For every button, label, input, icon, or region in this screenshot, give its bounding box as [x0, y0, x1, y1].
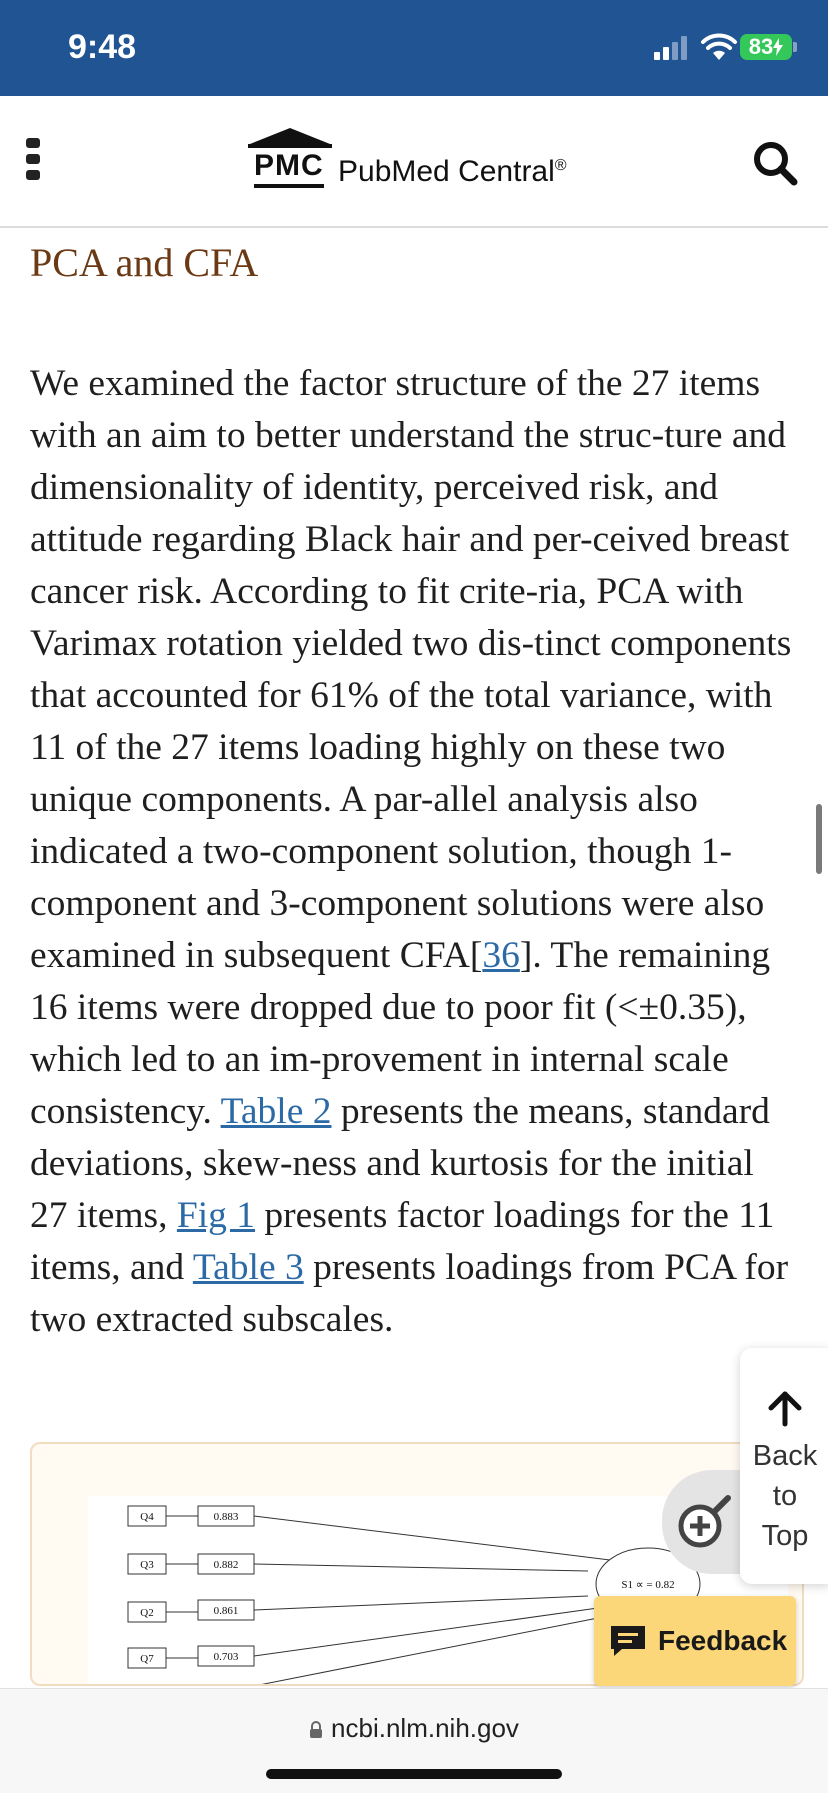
url-text: ncbi.nlm.nih.gov — [331, 1713, 519, 1743]
battery-cap — [793, 42, 797, 52]
menu-icon[interactable] — [26, 138, 42, 184]
loading-q3: 0.882 — [213, 1559, 239, 1571]
site-header — [0, 96, 828, 228]
item-label-q4: Q4 — [140, 1511, 154, 1523]
zoom-in-icon — [674, 1490, 738, 1554]
pmc-logo[interactable] — [246, 126, 586, 196]
back-to-top-line1: Back — [752, 1440, 818, 1472]
path-q4 — [254, 1516, 618, 1561]
arrow-up-icon — [765, 1388, 805, 1428]
back-to-top-button[interactable] — [740, 1348, 828, 1584]
logo-name — [338, 150, 567, 188]
scroll-indicator[interactable] — [816, 804, 822, 874]
cellular-signal-icon — [652, 34, 692, 62]
factor-s1-label: S1 ∝ = 0.82 — [621, 1579, 675, 1591]
status-bar — [0, 0, 828, 96]
feedback-label: Feedback — [658, 1625, 788, 1656]
item-label-q2: Q2 — [140, 1607, 154, 1619]
logo-roof-icon — [246, 126, 334, 148]
logo-abbr: PMC — [254, 150, 324, 188]
url-display[interactable] — [0, 1713, 828, 1744]
wifi-icon — [700, 32, 738, 62]
item-label-q7: Q7 — [140, 1653, 154, 1665]
battery-indicator — [740, 34, 792, 60]
browser-address-bar[interactable] — [0, 1688, 828, 1793]
back-to-top-line2: to — [772, 1480, 798, 1512]
table-3-link[interactable]: Table 3 — [192, 1247, 304, 1288]
path-q3 — [254, 1564, 588, 1571]
paragraph-text: presents factor loadings for the 11 items, and — [30, 1195, 775, 1288]
section-paragraph — [30, 358, 800, 1346]
chat-bubble-icon — [608, 1623, 648, 1659]
article-section — [30, 226, 800, 1346]
loading-q4: 0.883 — [213, 1511, 239, 1523]
item-label-q3: Q3 — [140, 1559, 154, 1571]
home-indicator[interactable] — [266, 1769, 562, 1779]
fig-1-link[interactable]: Fig 1 — [176, 1195, 256, 1236]
zoom-figure-button[interactable] — [662, 1470, 748, 1574]
search-icon[interactable] — [752, 140, 798, 186]
paragraph-text: presents loadings from PCA for two extracted subscales. — [30, 1247, 789, 1340]
back-to-top-line3: Top — [761, 1520, 809, 1552]
section-heading: PCA and CFA — [30, 240, 259, 285]
paragraph-text: We examined the factor structure of the 27 items with an aim to better understand the struc-ture and dimensionality of identity, perceived risk, and attitude regarding Black hair and per-ceived breast cancer risk. According to fit crite-ria, PCA with Varimax rotation yielded two dis-tinct components that accounted for 61% of the total variance, with 11 of the 27 items loading highly on these two unique components. A par-allel analysis also indicated a two-component solution, though 1-component and 3-component solutions were also examined in subsequent CFA[ — [30, 363, 792, 976]
paragraph-text: presents the means, standard deviations, skew-ness and kurtosis for the initial 27 items, — [30, 1091, 770, 1236]
charging-bolt-icon — [773, 38, 783, 56]
reference-link-36[interactable]: 36 — [482, 935, 520, 976]
status-time: 9:48 — [68, 28, 137, 66]
logo-name-text: PubMed Central — [338, 155, 555, 188]
path-q7 — [254, 1608, 598, 1656]
path-hidden-item — [254, 1616, 608, 1686]
registered-mark: ® — [554, 157, 567, 174]
loading-q2: 0.861 — [213, 1605, 239, 1617]
battery-level: 83 — [748, 34, 774, 59]
lock-icon — [309, 1721, 323, 1739]
loading-q7: 0.703 — [213, 1651, 239, 1663]
feedback-button[interactable] — [594, 1596, 796, 1686]
path-q2 — [254, 1596, 588, 1610]
paragraph-text: ]. The remaining 16 items were dropped due to poor fit (<±0.35), which led to an im-provement in internal scale consistency. — [30, 935, 771, 1132]
table-2-link[interactable]: Table 2 — [220, 1091, 332, 1132]
